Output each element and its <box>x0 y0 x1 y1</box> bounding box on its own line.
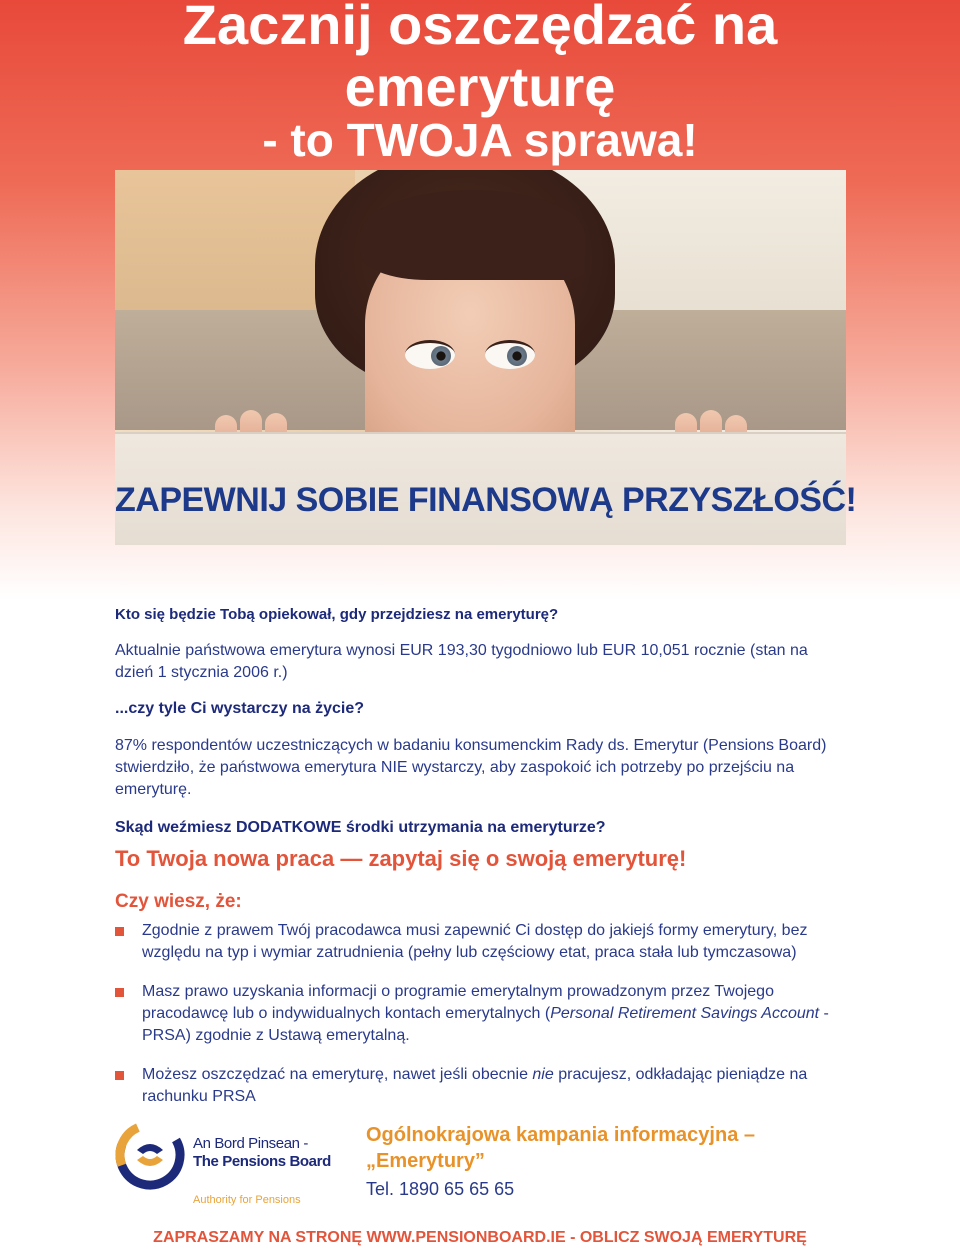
campaign-title-line-2: „Emerytury” <box>366 1150 485 1172</box>
logo-text-subtitle: Authority for Pensions <box>193 1194 301 1206</box>
paragraph-survey: 87% respondentów uczestniczących w badaniu konsumenckim Rady ds. Emerytur (Pensions Board) stwierdziło, że państwowa emerytura NIE wystarczy, aby zaspokoić ich potrzeby po przejściu na emeryturę. <box>115 737 827 798</box>
fact-text-italic: nie <box>532 1066 554 1083</box>
headline-line-1: Zacznij oszczędzać na <box>182 0 778 56</box>
footer-website-cta: ZAPRASZAMY NA STRONĘ WWW.PENSIONBOARD.IE - OBLICZ SWOJĄ EMERYTURĘ <box>153 1229 807 1246</box>
photo-eye-left <box>405 340 455 369</box>
list-item <box>115 981 845 1047</box>
fact-text: Masz prawo uzyskania informacji o programie emerytalnym prowadzonym przez Twojego pracodawcę lub o indywidualnych kontach emerytalnych ( <box>142 983 774 1022</box>
campaign-info-box <box>366 1122 826 1202</box>
photo-fringe <box>360 190 585 280</box>
bullet-square-icon <box>115 927 124 936</box>
did-you-know-heading: Czy wiesz, że: <box>115 891 242 912</box>
headline-line-2: emeryturę <box>344 55 616 118</box>
photo-eye-right <box>485 340 535 369</box>
paragraph-state-pension: Aktualnie państwowa emerytura wynosi EUR 193,30 tygodniowo lub EUR 10,051 rocznie (stan na dzień 1 stycznia 2006 r.) <box>115 642 808 681</box>
bullet-square-icon <box>115 1071 124 1080</box>
bullet-square-icon <box>115 988 124 997</box>
tagline: ZAPEWNIJ SOBIE FINANSOWĄ PRZYSZŁOŚĆ! <box>115 481 857 519</box>
question-who-cares: Kto się będzie Tobą opiekował, gdy przejdziesz na emeryturę? <box>115 606 559 623</box>
logo-text-english: The Pensions Board <box>193 1153 331 1170</box>
fact-text: pracujesz, odkładając pieniądze na rachunku PRSA <box>142 1066 808 1105</box>
facts-list <box>115 920 845 1125</box>
list-item <box>115 1064 845 1108</box>
fact-text: Zgodnie z prawem Twój pracodawca musi zapewnić Ci dostęp do jakiejś formy emerytury, bez względu na typ i wymiar zatrudnienia (pełny lub częściowy etat, praca stała lub tymczasowa) <box>142 922 808 961</box>
campaign-heading: To Twoja nowa praca — zapytaj się o swoją emeryturę! <box>115 846 687 871</box>
question-enough: ...czy tyle Ci wystarczy na życie? <box>115 700 365 717</box>
pensions-board-logo-icon <box>115 1120 185 1190</box>
logo-text-irish: An Bord Pinsean - <box>193 1135 308 1152</box>
list-item <box>115 920 845 964</box>
question-additional-funds: Skąd weźmiesz DODATKOWE środki utrzymania na emeryturze? <box>115 819 606 836</box>
fact-text-italic: Personal Retirement Savings Account <box>550 1005 820 1022</box>
headline-line-3: - to TWOJA sprawa! <box>262 114 698 166</box>
fact-text: - PRSA) zgodnie z Ustawą emerytalną. <box>142 1005 829 1044</box>
fact-text: Możesz oszczędzać na emeryturę, nawet jeśli obecnie <box>142 1066 533 1083</box>
campaign-title-line-1: Ogólnokrajowa kampania informacyjna – <box>366 1124 756 1146</box>
campaign-phone: Tel. 1890 65 65 65 <box>366 1179 515 1199</box>
